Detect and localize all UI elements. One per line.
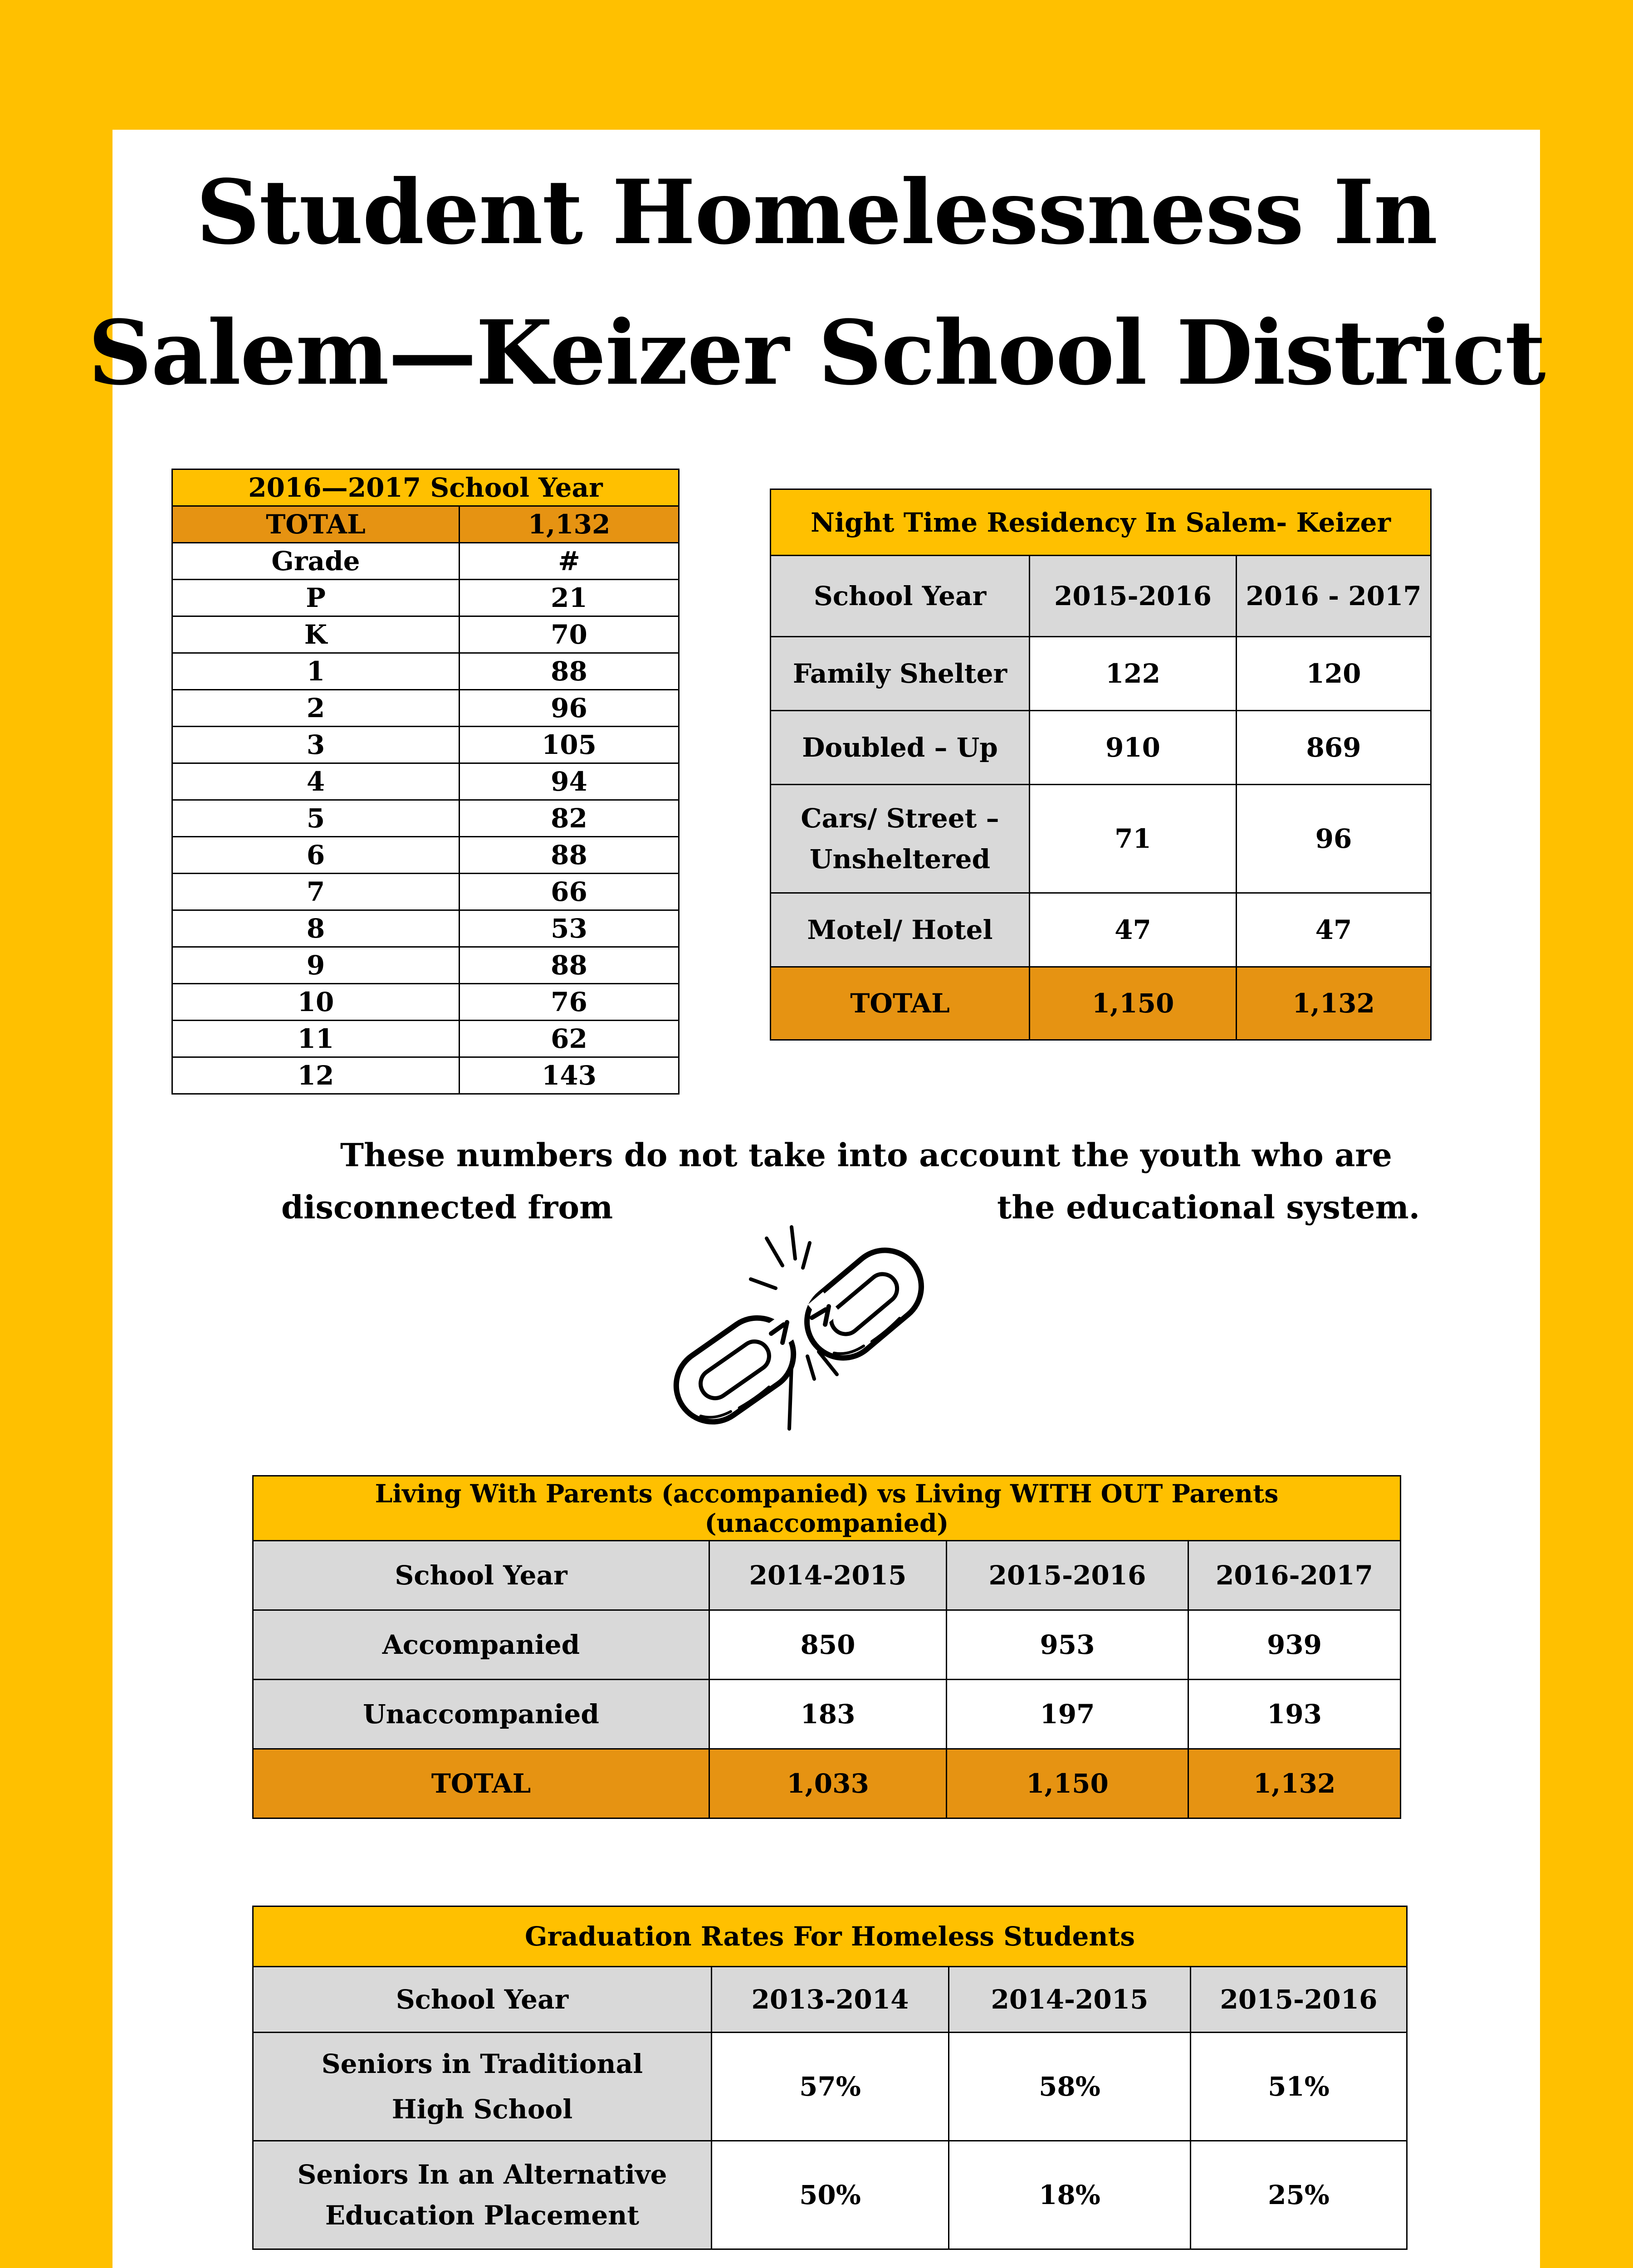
grade-cell: 11 <box>172 1021 460 1057</box>
note-line-2a: disconnected from <box>281 1188 613 1226</box>
grade-cell: P <box>172 580 460 616</box>
grade-cell: 10 <box>172 984 460 1021</box>
school-year-header: School Year <box>771 556 1030 637</box>
value-cell: 122 <box>1030 637 1237 711</box>
total-row <box>771 967 1431 1040</box>
living-table-caption: Living With Parents (accompanied) vs Living WITH OUT Parents (unaccompanied) <box>253 1476 1401 1541</box>
value-cell: 953 <box>947 1610 1188 1680</box>
value-cell: 51% <box>1191 2033 1407 2141</box>
value-cell: 50% <box>712 2141 949 2249</box>
total-value: 1,132 <box>1237 967 1431 1040</box>
total-row <box>253 1749 1401 1818</box>
grade-total-value: 1,132 <box>460 506 679 543</box>
grade-col-header: Grade <box>172 543 460 580</box>
grade-cell: 12 <box>172 1057 460 1094</box>
grade-count-table <box>171 469 680 1095</box>
table-row <box>172 837 679 874</box>
count-cell: 82 <box>460 800 679 837</box>
table-row <box>253 2033 1407 2141</box>
count-cell: 66 <box>460 874 679 910</box>
value-cell: 57% <box>712 2033 949 2141</box>
total-value: 1,033 <box>709 1749 947 1818</box>
value-cell: 120 <box>1237 637 1431 711</box>
grade-cell: 1 <box>172 653 460 690</box>
table-row <box>771 893 1431 967</box>
count-cell: 21 <box>460 580 679 616</box>
row-label: Seniors in Traditional High School <box>253 2033 712 2141</box>
year-header: 2014-2015 <box>709 1541 947 1610</box>
table-row <box>253 2141 1407 2249</box>
count-cell: 76 <box>460 984 679 1021</box>
total-label: TOTAL <box>253 1749 709 1818</box>
grade-cell: K <box>172 616 460 653</box>
table-row <box>253 1680 1401 1749</box>
table-row <box>172 1057 679 1094</box>
grade-cell: 8 <box>172 910 460 947</box>
table-row <box>172 1021 679 1057</box>
value-cell: 18% <box>949 2141 1191 2249</box>
table-row <box>771 785 1431 893</box>
table-row <box>172 947 679 984</box>
row-label: Cars/ Street – Unsheltered <box>771 785 1030 893</box>
year-header: 2015-2016 <box>1030 556 1237 637</box>
school-year-header: School Year <box>253 1541 709 1610</box>
row-label: Family Shelter <box>771 637 1030 711</box>
count-cell: 53 <box>460 910 679 947</box>
row-label: Seniors In an Alternative Education Placement <box>253 2141 712 2249</box>
row-label: Doubled – Up <box>771 711 1030 785</box>
count-cell: 96 <box>460 690 679 727</box>
row-label: Unaccompanied <box>253 1680 709 1749</box>
value-cell: 183 <box>709 1680 947 1749</box>
table-row <box>172 984 679 1021</box>
table-row <box>771 711 1431 785</box>
table-row <box>172 653 679 690</box>
value-cell: 869 <box>1237 711 1431 785</box>
night-table-caption: Night Time Residency In Salem- Keizer <box>771 489 1431 556</box>
grade-table-caption: 2016—2017 School Year <box>172 469 679 506</box>
value-cell: 850 <box>709 1610 947 1680</box>
grade-cell: 4 <box>172 763 460 800</box>
value-cell: 910 <box>1030 711 1237 785</box>
table-row <box>172 910 679 947</box>
value-cell: 58% <box>949 2033 1191 2141</box>
year-header: 2015-2016 <box>1191 1967 1407 2033</box>
value-cell: 939 <box>1188 1610 1401 1680</box>
count-cell: 94 <box>460 763 679 800</box>
count-col-header: # <box>460 543 679 580</box>
count-cell: 88 <box>460 947 679 984</box>
note-line-1: These numbers do not take into account the youth who are <box>340 1136 1392 1174</box>
total-value: 1,150 <box>1030 967 1237 1040</box>
count-cell: 62 <box>460 1021 679 1057</box>
title-line-2: Salem—Keizer School District <box>88 301 1545 405</box>
count-cell: 70 <box>460 616 679 653</box>
grade-cell: 3 <box>172 727 460 763</box>
grade-cell: 6 <box>172 837 460 874</box>
table-row <box>172 727 679 763</box>
count-cell: 88 <box>460 837 679 874</box>
value-cell: 47 <box>1030 893 1237 967</box>
grade-total-label: TOTAL <box>172 506 460 543</box>
row-label: Accompanied <box>253 1610 709 1680</box>
value-cell: 96 <box>1237 785 1431 893</box>
count-cell: 105 <box>460 727 679 763</box>
year-header: 2016 - 2017 <box>1237 556 1431 637</box>
graduation-rates-table <box>252 1906 1408 2250</box>
value-cell: 47 <box>1237 893 1431 967</box>
grade-cell: 5 <box>172 800 460 837</box>
title-line-1: Student Homelessness In <box>196 160 1437 264</box>
school-year-header: School Year <box>253 1967 712 2033</box>
row-label: Motel/ Hotel <box>771 893 1030 967</box>
year-header: 2016-2017 <box>1188 1541 1401 1610</box>
value-cell: 25% <box>1191 2141 1407 2249</box>
night-residency-table <box>770 489 1432 1041</box>
year-header: 2014-2015 <box>949 1967 1191 2033</box>
living-with-parents-table <box>252 1475 1401 1819</box>
value-cell: 197 <box>947 1680 1188 1749</box>
count-cell: 88 <box>460 653 679 690</box>
table-row <box>253 1610 1401 1680</box>
note-line-2b: the educational system. <box>997 1188 1420 1226</box>
table-row <box>172 763 679 800</box>
table-row <box>172 874 679 910</box>
total-value: 1,132 <box>1188 1749 1401 1818</box>
table-row <box>172 580 679 616</box>
total-value: 1,150 <box>947 1749 1188 1818</box>
grade-cell: 7 <box>172 874 460 910</box>
year-header: 2015-2016 <box>947 1541 1188 1610</box>
count-cell: 143 <box>460 1057 679 1094</box>
year-header: 2013-2014 <box>712 1967 949 2033</box>
value-cell: 193 <box>1188 1680 1401 1749</box>
table-row <box>172 800 679 837</box>
total-label: TOTAL <box>771 967 1030 1040</box>
table-row <box>771 637 1431 711</box>
table-row <box>172 690 679 727</box>
value-cell: 71 <box>1030 785 1237 893</box>
broken-chain-icon <box>655 1220 955 1438</box>
grad-table-caption: Graduation Rates For Homeless Students <box>253 1906 1407 1967</box>
grade-cell: 2 <box>172 690 460 727</box>
grade-cell: 9 <box>172 947 460 984</box>
table-row <box>172 616 679 653</box>
